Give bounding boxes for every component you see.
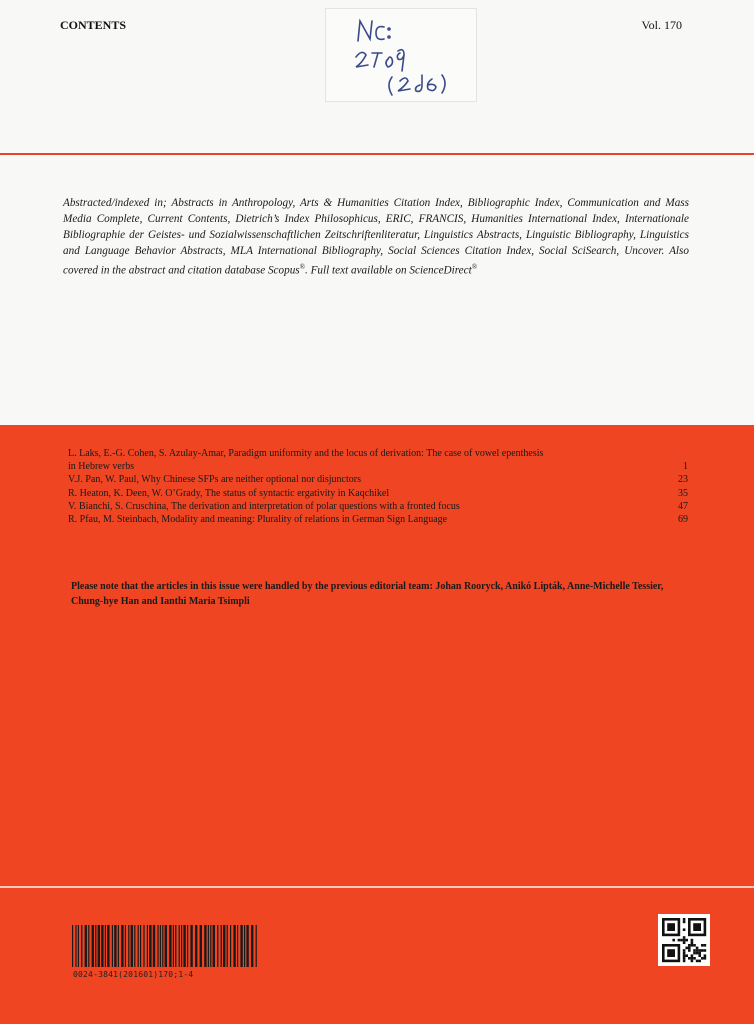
qr-finder (667, 949, 675, 957)
table-of-contents (68, 447, 688, 526)
qr-module (698, 960, 701, 963)
toc-row (68, 513, 688, 526)
barcode-bar (208, 925, 209, 967)
qr-module (704, 949, 707, 952)
cover-top-section (0, 0, 754, 425)
barcode-bar (237, 925, 238, 967)
volume-label: Vol. 170 (641, 18, 682, 32)
barcode-bar (169, 925, 171, 967)
barcode-bar (227, 925, 228, 967)
barcode-bar (221, 925, 222, 967)
barcode-bar (121, 925, 123, 967)
qr-module (680, 939, 683, 942)
barcode-bar (173, 925, 174, 967)
qr-module (688, 949, 691, 952)
qr-module (683, 928, 686, 931)
barcode-bar (181, 925, 182, 967)
qr-module (683, 949, 686, 952)
barcode-bar (143, 925, 144, 967)
barcode-bar (98, 925, 100, 967)
registered-mark: ® (471, 263, 478, 272)
qr-finder (667, 923, 675, 931)
barcode-bar (195, 925, 197, 967)
barcode-bar (78, 925, 79, 967)
barcode-bar (213, 925, 215, 967)
qr-module (688, 957, 691, 960)
barcode-bar (183, 925, 185, 967)
barcode-bar (230, 925, 231, 967)
barcode-bar (160, 925, 161, 967)
barcode-bar (204, 925, 206, 967)
barcode-bar (140, 925, 141, 967)
qr-module (685, 939, 688, 942)
qr-module (683, 939, 686, 942)
toc-entry: R. Pfau, M. Steinbach, Modality and meaning: Plurality of relations in German Sign Language (68, 514, 448, 526)
barcode-bar (101, 925, 103, 967)
qr-module (685, 954, 688, 957)
barcode-bar (138, 925, 139, 967)
barcode-bar (107, 925, 109, 967)
qr-module (693, 949, 696, 952)
barcode-bar (162, 925, 163, 967)
qr-module (683, 957, 686, 960)
toc-entry: L. Laks, E.-G. Cohen, S. Azulay-Amar, Paradigm uniformity and the locus of derivation: The case of vowel epenthesis (68, 448, 544, 459)
barcode-bar (157, 925, 158, 967)
contents-label: CONTENTS (60, 18, 127, 32)
qr-module (678, 939, 681, 942)
barcode-bar (72, 925, 73, 967)
barcode-bar (85, 925, 87, 967)
indexing-text-tail: . Full text available on ScienceDirect (305, 265, 472, 278)
barcode-bar (153, 925, 155, 967)
barcode-bar (233, 925, 235, 967)
barcode-number: 0024-3841(201601)170;1-4 (73, 970, 194, 979)
toc-entry: V.J. Pan, W. Paul, Why Chinese SFPs are neither optional nor disjunctors (68, 474, 361, 486)
qr-module (691, 944, 694, 947)
qr-module (683, 941, 686, 944)
barcode-bar (187, 925, 188, 967)
barcode-bar (81, 925, 82, 967)
registered-mark: ® (299, 263, 305, 272)
toc-entry: R. Heaton, K. Deen, W. O’Grady, The status of syntactic ergativity in Kaqchikel (68, 487, 390, 499)
qr-module (704, 957, 707, 960)
barcode-bar (244, 925, 245, 967)
toc-entry: V. Bianchi, S. Cruschina, The derivation and interpretation of polar questions with a fronted focus (68, 500, 460, 512)
bottom-rule (0, 886, 754, 888)
qr-module (696, 952, 699, 955)
toc-row (68, 487, 688, 500)
barcode-bar (131, 925, 133, 967)
toc-entry: in Hebrew verbs (68, 461, 135, 473)
toc-page: 23 (678, 474, 688, 486)
toc-page (668, 447, 688, 460)
qr-module (698, 954, 701, 957)
barcode-bar (128, 925, 129, 967)
barcode-bar (92, 925, 94, 967)
toc-row (68, 447, 688, 460)
qr-module (688, 944, 691, 947)
barcode-bar (112, 925, 113, 967)
qr-module (704, 954, 707, 957)
barcode-bar (210, 925, 211, 967)
qr-module (691, 960, 694, 963)
barcode-bar (134, 925, 135, 967)
qr-module (691, 954, 694, 957)
handwritten-note-sticker (325, 8, 477, 102)
barcode-bar (105, 925, 106, 967)
toc-page: 47 (678, 500, 688, 512)
editorial-note: Please note that the articles in this issue were handled by the previous editorial team: Johan Rooryck, Anikó Lipták, Anne-Michelle Tessier, Chung-hye Han and Ianthi Maria Tsimpli (71, 581, 664, 607)
barcode-bar (190, 925, 192, 967)
top-red-rule (0, 153, 754, 155)
qr-module (704, 944, 707, 947)
qr-module (701, 957, 704, 960)
barcode-bar (165, 925, 167, 967)
barcode-bar (246, 925, 248, 967)
barcode-bar (88, 925, 89, 967)
qr-module (691, 957, 694, 960)
toc-row (68, 460, 688, 473)
barcode-bar (217, 925, 218, 967)
qr-module (691, 939, 694, 942)
qr-module (693, 957, 696, 960)
toc-row (68, 473, 688, 486)
barcode-bar (125, 925, 126, 967)
indexing-statement (63, 195, 689, 279)
qr-code-icon (658, 914, 710, 966)
barcode-bar (240, 925, 242, 967)
qr-module (683, 952, 686, 955)
qr-module (698, 952, 701, 955)
qr-module (683, 918, 686, 921)
qr-module (696, 947, 699, 950)
qr-module (683, 954, 686, 957)
qr-module (683, 936, 686, 939)
qr-module (701, 949, 704, 952)
barcode-bar (114, 925, 116, 967)
barcode-bar (223, 925, 225, 967)
toc-page: 1 (683, 461, 688, 473)
qr-module (685, 947, 688, 950)
barcode-bar (179, 925, 180, 967)
qr-module (698, 949, 701, 952)
qr-module (693, 952, 696, 955)
barcode-bar (256, 925, 257, 967)
indexing-text: Abstracted/indexed in; Abstracts in Anthropology, Arts & Humanities Citation Index, Bibliographic Index, Communication and Mass Media Complete, Current Contents, Dietrich’s Index Philosophicus, ERIC, FRANCIS, Humanities International Index, Internationale Bibliographie der Geistes- und Sozialwissenschaftlichen Zeitschriftenliteratur, Linguistics Abstracts, Linguistic Bibliography, Linguistics and Language Behavior Abstracts, MLA International Bibliography, Social Sciences Citation Index, Social SciSearch, Uncover. Also covered in the abstract and citation database Scopus (63, 197, 689, 278)
barcode-bar (118, 925, 119, 967)
qr-module (691, 941, 694, 944)
barcode-bar (75, 925, 76, 967)
barcode-bar (200, 925, 202, 967)
barcode-bar (147, 925, 148, 967)
qr-finder (693, 923, 701, 931)
qr-module (693, 944, 696, 947)
barcode-bar (175, 925, 176, 967)
qr-module (696, 949, 699, 952)
barcode-bar (95, 925, 96, 967)
handwritten-note-icon (326, 9, 476, 101)
barcode-bar (251, 925, 253, 967)
qr-module (683, 960, 686, 963)
qr-module (701, 944, 704, 947)
qr-module (683, 921, 686, 924)
toc-page: 35 (678, 487, 688, 499)
toc-row (68, 500, 688, 513)
qr-module (696, 960, 699, 963)
qr-module (688, 947, 691, 950)
toc-page: 69 (678, 514, 688, 526)
qr-module (672, 939, 675, 942)
barcode-bar (149, 925, 151, 967)
